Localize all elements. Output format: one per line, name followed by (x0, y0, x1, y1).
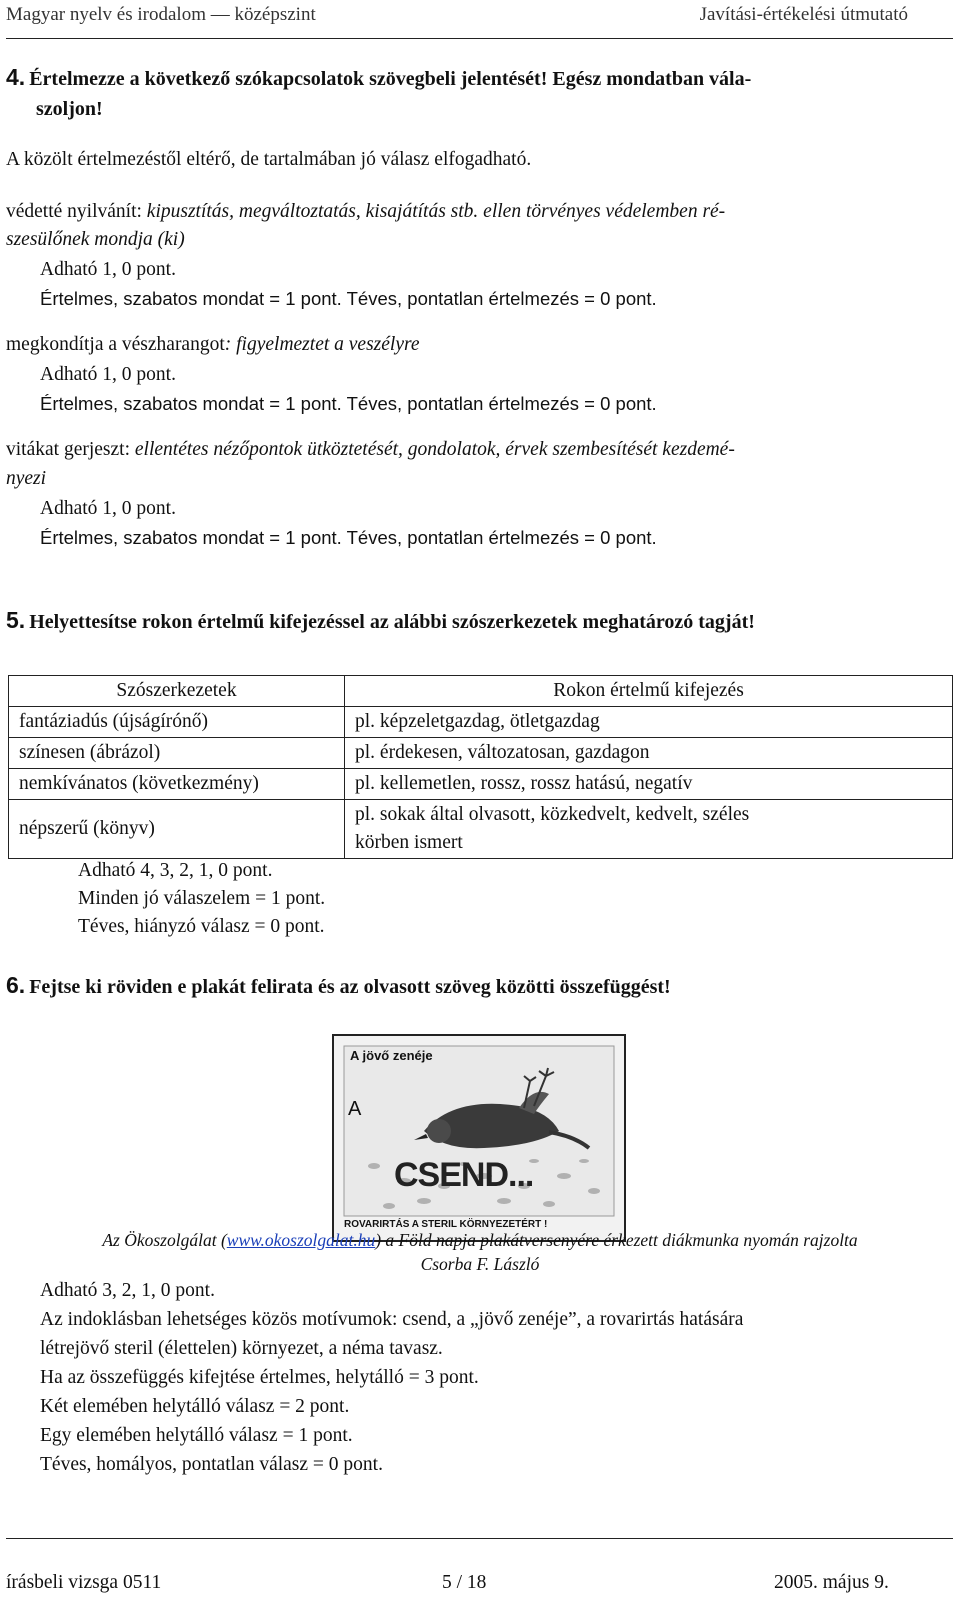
poster-word: CSEND... (394, 1156, 534, 1194)
q5-rule2: Téves, hiányzó válasz = 0 pont. (78, 916, 325, 937)
q5-number: 5. (6, 607, 26, 633)
q4-item3-score: Adható 1, 0 pont. (40, 498, 176, 519)
q6-line4: Két elemében helytálló válasz = 2 pont. (40, 1396, 350, 1417)
table-header: Rokon értelmű kifejezés (345, 676, 953, 707)
caption-link[interactable]: www.okoszolgalat.hu (226, 1230, 376, 1250)
q4-item1-term: védetté nyilvánít: (6, 201, 147, 222)
caption-author: Csorba F. László (420, 1254, 540, 1274)
q5-score: Adható 4, 3, 2, 1, 0 pont. (78, 860, 273, 881)
q4-title-line1: Értelmezze a következő szókapcsolatok szövegbeli jelentését! Egész mondatban vála- (29, 68, 752, 90)
q4-item1-line1 (6, 197, 725, 227)
q4-item3-meaning: ellentétes nézőpontok ütköztetését, gondolatok, érvek szembesítését kezdemé- (134, 439, 735, 460)
table-header: Szószerkezetek (9, 676, 345, 707)
table-row (9, 707, 953, 738)
footer-left: írásbeli vizsga 0511 (6, 1572, 162, 1593)
poster-top-label: A jövő zenéje (350, 1048, 433, 1063)
table-cell-line2: körben ismert (355, 832, 463, 853)
table-cell: nemkívánatos (következmény) (9, 769, 345, 800)
q4-item1-meaning: kipusztítás, megváltoztatás, kisajátítás stb. ellen törvényes védelemben ré- (146, 201, 726, 222)
q6-line1: Az indoklásban lehetséges közös motívumok: csend, a „jövő zenéje”, a rovarirtás hatására (40, 1309, 744, 1330)
q6-line3: Ha az összefüggés kifejtése értelmes, helytálló = 3 pont. (40, 1367, 479, 1388)
q4-item1-score: Adható 1, 0 pont. (40, 259, 176, 280)
table-cell: színesen (ábrázol) (9, 738, 345, 769)
q6-score: Adható 3, 2, 1, 0 pont. (40, 1280, 215, 1301)
q4-item2-line (6, 330, 420, 360)
table-row (9, 769, 953, 800)
q5-rule1: Minden jó válaszelem = 1 pont. (78, 888, 326, 909)
header-title: Magyar nyelv és irodalom — középszint (6, 4, 316, 25)
poster-caption (0, 1228, 960, 1276)
q4-item3-line1 (6, 435, 735, 465)
q6-title (6, 970, 671, 1002)
header-subtitle: Javítási-értékelési útmutató (699, 4, 908, 25)
q4-note: A közölt értelmezéstől eltérő, de tartalmában jó válasz elfogadható. (6, 149, 532, 170)
footer-rule (6, 1538, 953, 1539)
synonym-table (8, 675, 953, 859)
poster-bottom-label: ROVARIRTÁS A STERIL KÖRNYEZETÉRT ! (344, 1219, 548, 1230)
poster-image (332, 1034, 626, 1242)
poster-letter: A (348, 1098, 362, 1120)
q4-title (6, 62, 954, 124)
q6-number: 6. (6, 972, 26, 998)
page-number: 5 / 18 (442, 1572, 487, 1593)
table-cell: pl. kellemetlen, rossz, rossz hatású, negatív (345, 769, 953, 800)
q4-item3-term: vitákat gerjeszt: (6, 439, 135, 460)
caption-text-pre: Az Ökoszolgálat ( (102, 1230, 227, 1250)
q5-title-text: Helyettesítse rokon értelmű kifejezéssel az alábbi szószerkezetek meghatározó tagját! (29, 611, 755, 633)
table-row (9, 800, 953, 859)
table-cell: pl. érdekesen, változatosan, gazdagon (345, 738, 953, 769)
q6-line5: Egy elemében helytálló válasz = 1 pont. (40, 1425, 353, 1446)
q4-item1-line2: szesülőnek mondja (ki) (6, 229, 185, 250)
q5-title (6, 605, 755, 637)
q6-title-text: Fejtse ki röviden e plakát felirata és az olvasott szöveg közötti összefüggést! (29, 976, 671, 998)
q4-item2-score: Adható 1, 0 pont. (40, 364, 176, 385)
q4-item2-meaning: : figyelmeztet a veszélyre (224, 334, 420, 355)
q4-item1-rule: Értelmes, szabatos mondat = 1 pont. Téves, pontatlan értelmezés = 0 pont. (40, 288, 657, 309)
q6-line6: Téves, homályos, pontatlan válasz = 0 pont. (40, 1454, 383, 1475)
q4-title-line2: szoljon! (36, 98, 103, 120)
q4-number: 4. (6, 64, 26, 90)
q4-item2-rule: Értelmes, szabatos mondat = 1 pont. Téves, pontatlan értelmezés = 0 pont. (40, 393, 657, 414)
q4-item3-line2: nyezi (6, 468, 47, 489)
table-cell (345, 800, 953, 859)
q4-item3-rule: Értelmes, szabatos mondat = 1 pont. Téves, pontatlan értelmezés = 0 pont. (40, 527, 657, 548)
table-cell: népszerű (könyv) (9, 800, 345, 859)
table-header-row (9, 676, 953, 707)
q6-line2: létrejövő steril (élettelen) környezet, a néma tavasz. (40, 1338, 443, 1359)
q4-item2-term: megkondítja a vészharangot (6, 334, 225, 355)
caption-text-post: ) a Föld napja plakátversenyére érkezett diákmunka nyomán rajzolta (375, 1230, 858, 1250)
table-cell-line1: pl. sokak által olvasott, közkedvelt, kedvelt, széles (355, 804, 750, 825)
header-rule (6, 38, 953, 39)
table-row (9, 738, 953, 769)
poster-illustration (334, 1036, 624, 1240)
footer-date: 2005. május 9. (774, 1572, 889, 1593)
table-cell: pl. képzeletgazdag, ötletgazdag (345, 707, 953, 738)
table-cell: fantáziadús (újságírónő) (9, 707, 345, 738)
